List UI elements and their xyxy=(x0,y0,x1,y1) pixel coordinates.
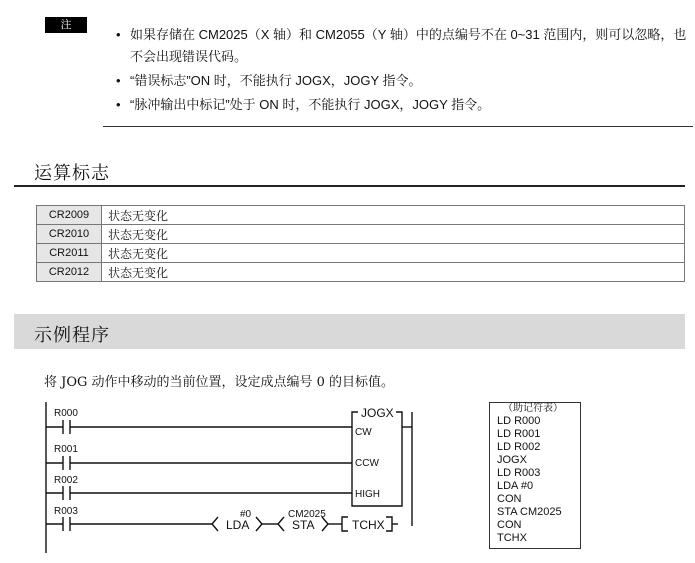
mnemonic-line: LD R000 xyxy=(497,415,541,427)
contact-label: R002 xyxy=(54,475,78,486)
note-item xyxy=(112,70,692,92)
mnemonic-line: CON xyxy=(497,493,522,505)
lda-label: LDA xyxy=(226,518,250,532)
flag-code: CR2010 xyxy=(37,225,102,244)
table-row xyxy=(37,206,685,225)
mnemonic-line: LDA #0 xyxy=(497,480,534,492)
lda-close-bracket xyxy=(256,517,262,531)
mnemonic-line: LD R001 xyxy=(497,428,541,440)
section-title-flags: 运算标志 xyxy=(34,163,110,183)
tchx-open-bracket xyxy=(342,517,348,531)
contact-label: R001 xyxy=(54,444,78,455)
bullet-icon: • xyxy=(116,27,121,42)
ladder-lines xyxy=(40,398,430,558)
section-title-example: 示例程序 xyxy=(34,325,110,345)
example-description: 将 JOG 动作中移动的当前位置，设定成点编号 0 的目标值。 xyxy=(44,375,395,390)
mnemonic-line: STA CM2025 xyxy=(497,506,562,518)
mnemonic-line: CON xyxy=(497,519,522,531)
flag-code: CR2012 xyxy=(37,263,102,282)
tchx-close-bracket xyxy=(386,517,392,531)
section-header-band xyxy=(14,314,685,349)
table-row xyxy=(37,263,685,282)
lda-operand: #0 xyxy=(240,509,252,520)
mnemonic-line: LD R003 xyxy=(497,467,541,479)
sta-label: STA xyxy=(292,518,315,532)
mnemonic-list xyxy=(489,402,581,549)
contact-label: R003 xyxy=(54,506,78,517)
note-text: “错误标志”ON 时，不能执行 JOGX，JOGY 指令。 xyxy=(130,73,422,88)
note-divider xyxy=(103,126,693,127)
table-row xyxy=(37,225,685,244)
mnemonic-line: TCHX xyxy=(497,532,527,544)
note-item xyxy=(112,94,692,116)
note-item xyxy=(112,24,692,68)
flags-table xyxy=(36,205,685,282)
note-text: 如果存储在 CM2025（X 轴）和 CM2055（Y 轴）中的点编号不在 0~31 范围内，则可以忽略，也不会出现错误代码。 xyxy=(130,27,687,64)
flag-code: CR2009 xyxy=(37,206,102,225)
contact-label: R000 xyxy=(54,408,78,419)
bullet-icon: • xyxy=(116,73,121,88)
input-label-high: HIGH xyxy=(355,489,380,500)
note-badge: 注 xyxy=(45,17,87,33)
note-text: “脉冲输出中标记”处于 ON 时，不能执行 JOGX，JOGY 指令。 xyxy=(130,97,491,112)
flag-desc: 状态无变化 xyxy=(102,225,685,244)
sta-operand: CM2025 xyxy=(288,509,326,520)
lda-open-bracket xyxy=(212,517,218,531)
section-divider xyxy=(14,185,685,187)
flag-desc: 状态无变化 xyxy=(102,206,685,225)
flag-code: CR2011 xyxy=(37,244,102,263)
ladder-diagram xyxy=(40,398,430,558)
note-list xyxy=(112,24,692,118)
flag-desc: 状态无变化 xyxy=(102,263,685,282)
mnemonic-line: JOGX xyxy=(497,454,527,466)
bullet-icon: • xyxy=(116,97,121,112)
input-label-cw: CW xyxy=(355,427,372,438)
mnemonic-line: LD R002 xyxy=(497,441,541,453)
mnemonic-header: （助记符表） xyxy=(503,403,563,414)
table-row xyxy=(37,244,685,263)
flag-desc: 状态无变化 xyxy=(102,244,685,263)
jogx-label: JOGX xyxy=(361,406,394,420)
input-label-ccw: CCW xyxy=(355,458,379,469)
sta-open-bracket xyxy=(278,517,284,531)
tchx-label: TCHX xyxy=(352,518,385,532)
